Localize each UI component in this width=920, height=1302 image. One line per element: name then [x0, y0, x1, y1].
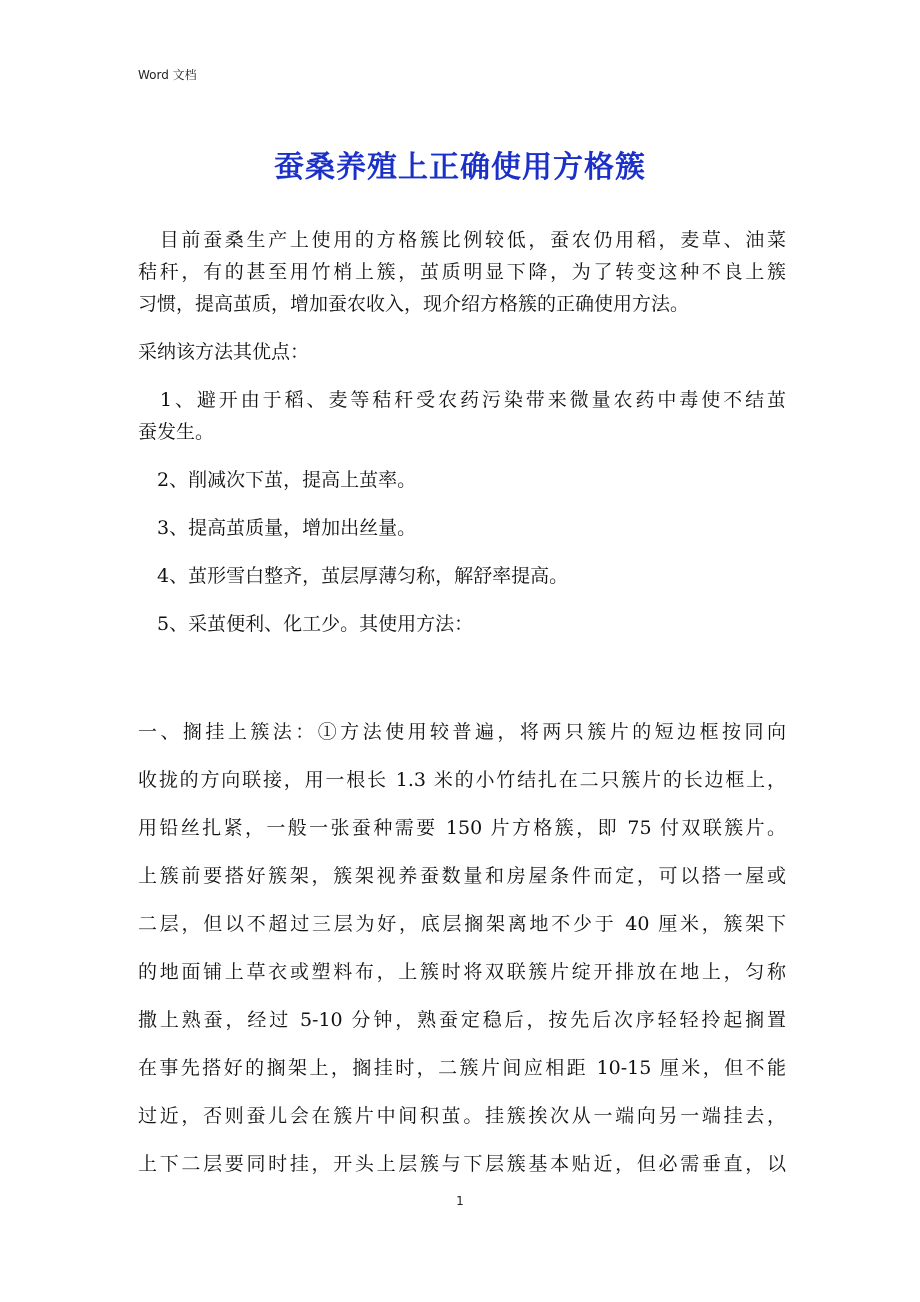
method-line: 过近，否则蚕儿会在簇片中间积茧。挂簇挨次从一端向另一端挂去，	[138, 1105, 786, 1127]
advantages-intro: 采纳该方法其优点：	[138, 341, 310, 363]
advantage-item-5: 5、采茧便利、化工少。其使用方法：	[138, 613, 474, 635]
method-line: 上簇前要搭好簇架，簇架视养蚕数量和房屋条件而定，可以搭一屋或	[138, 865, 786, 887]
method-line: 在事先搭好的搁架上，搁挂时，二簇片间应相距 10-15 厘米，但不能	[138, 1057, 786, 1079]
header-label: Word 文档	[138, 68, 197, 82]
document-title: 蚕桑养殖上正确使用方格簇	[274, 150, 646, 185]
method-line: 撒上熟蚕，经过 5-10 分钟，熟蚕定稳后，按先后次序轻轻拎起搁置	[138, 1009, 786, 1031]
advantage-item-3: 3、提高茧质量，增加出丝量。	[138, 517, 417, 539]
method-line: 二层，但以不超过三层为好，底层搁架离地不少于 40 厘米，簇架下	[138, 913, 786, 935]
advantage-item-1: 1、避开由于稻、麦等秸秆受农药污染带来微量农药中毒使不结茧	[138, 389, 786, 411]
method-line: 收拢的方向联接，用一根长 1.3 米的小竹结扎在二只簇片的长边框上，	[138, 769, 786, 791]
paragraph-line: 秸秆，有的甚至用竹梢上簇，茧质明显下降，为了转变这种不良上簇	[138, 261, 786, 283]
paragraph-line: 习惯，提高茧质，增加蚕农收入，现介绍方格簇的正确使用方法。	[138, 293, 690, 315]
method-line: 用铅丝扎紧，一般一张蚕种需要 150 片方格簇，即 75 付双联簇片。	[138, 817, 786, 839]
page-number: 1	[456, 1194, 464, 1208]
paragraph-line: 目前蚕桑生产上使用的方格簇比例较低，蚕农仍用稻，麦草、油菜	[138, 229, 786, 251]
method-section	[138, 708, 786, 1188]
advantage-item-1-cont: 蚕发生。	[138, 421, 215, 443]
method-line: 的地面铺上草衣或塑料布，上簇时将双联簇片绽开排放在地上，匀称	[138, 961, 786, 983]
method-line: 上下二层要同时挂，开头上层簇与下层簇基本贴近，但必需垂直，以	[138, 1153, 786, 1175]
advantage-item-2: 2、削减次下茧，提高上茧率。	[138, 469, 417, 491]
method-line: 一、搁挂上簇法：①方法使用较普遍，将两只簇片的短边框按同向	[138, 721, 786, 743]
intro-section	[138, 224, 786, 640]
advantage-item-4: 4、茧形雪白整齐，茧层厚薄匀称，解舒率提高。	[138, 565, 569, 587]
